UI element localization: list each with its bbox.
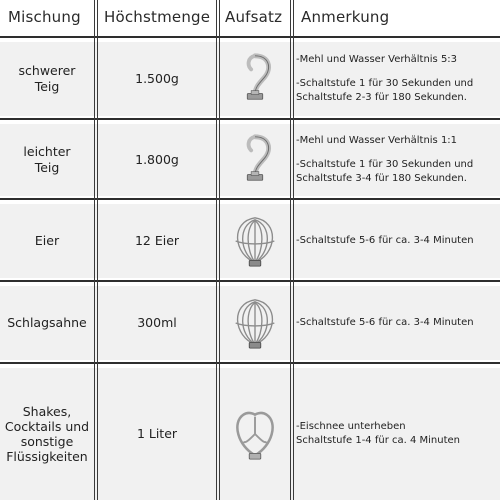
note-line: -Schaltstufe 5-6 für ca. 3-4 Minuten [296,235,474,246]
table-row [0,204,500,278]
table-row [0,286,500,360]
column-divider [293,0,294,500]
dough-hook-icon [226,50,284,108]
column-divider [94,0,95,500]
header-anmerkung: Anmerkung [301,8,390,26]
cell-anmerkung [294,368,500,500]
dough-hook-icon [226,131,284,189]
row-divider [0,280,500,282]
cell-mischung: Schlagsahne [7,315,87,330]
table-header [0,0,500,34]
cell-mischung: Shakes, Cocktails und sonstige Flüssigkeiten [4,404,90,464]
cell-mischung: leichter Teig [23,144,71,175]
cell-anmerkung [294,124,500,196]
cell-anmerkung [294,204,500,278]
row-divider [0,362,500,364]
column-divider [97,0,98,500]
row-divider [0,198,500,200]
note-line: -Schaltstufe 1 für 30 Sekunden und Schaltstufe 2-3 für 180 Sekunden. [296,78,474,103]
cell-menge: 300ml [137,315,177,330]
flat-beater-icon [226,405,284,463]
note-line: -Eischnee unterheben Schaltstufe 1-4 für ca. 4 Minuten [296,421,461,446]
header-hoechstmenge: Höchstmenge [104,8,211,26]
row-divider [0,118,500,120]
table-row [0,124,500,196]
note-line: -Mehl und Wasser Verhältnis 1:1 [296,135,458,146]
wire-whisk-icon [226,294,284,352]
note-line: -Mehl und Wasser Verhältnis 5:3 [296,54,458,65]
cell-aufsatz [220,124,290,196]
note-line: -Schaltstufe 5-6 für ca. 3-4 Minuten [296,317,474,328]
cell-aufsatz [220,204,290,278]
row-divider [0,36,500,38]
cell-menge: 12 Eier [134,233,180,248]
table-row [0,368,500,500]
table-row [0,42,500,116]
header-mischung: Mischung [8,8,81,26]
header-aufsatz: Aufsatz [225,8,283,26]
column-divider [290,0,291,500]
cell-aufsatz [220,368,290,500]
cell-mischung: schwerer Teig [18,63,76,94]
cell-anmerkung [294,286,500,360]
cell-anmerkung [294,42,500,116]
cell-menge: 1.800g [135,152,179,167]
column-divider [216,0,217,500]
note-line: -Schaltstufe 1 für 30 Sekunden und Schaltstufe 3-4 für 180 Sekunden. [296,159,474,184]
column-divider [219,0,220,500]
cell-aufsatz [220,286,290,360]
cell-mischung: Eier [34,233,60,248]
cell-menge: 1 Liter [136,426,178,441]
wire-whisk-icon [226,212,284,270]
cell-aufsatz [220,42,290,116]
cell-menge: 1.500g [135,71,179,86]
